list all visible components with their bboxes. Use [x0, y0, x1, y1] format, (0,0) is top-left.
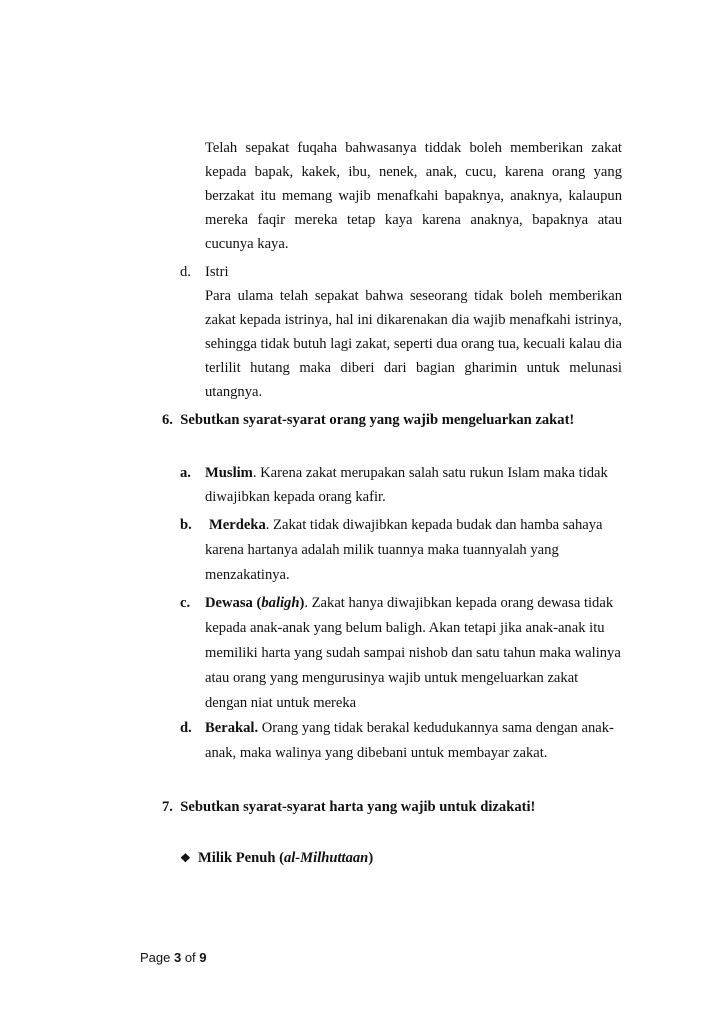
q6-c-bold: Dewasa ( [205, 595, 262, 611]
diamond-bullet-icon: ❖ [180, 851, 191, 865]
q7-bullet-item [180, 848, 373, 868]
para2-line-1: Para ulama telah sepakat bahwa seseorang tidak boleh memberikan [205, 288, 622, 304]
para1-line-4: mereka faqir mereka tetap kaya karena anaknya, bapaknya atau [205, 212, 622, 228]
q6-a-text [205, 463, 608, 483]
q6-a-label: a. [180, 465, 191, 481]
q6-a-cont: diwajibkan kepada orang kafir. [205, 489, 386, 505]
q6-item-c [180, 593, 190, 613]
para1-line-1: Telah sepakat fuqaha bahwasanya tiddak boleh memberikan zakat [205, 140, 622, 156]
item-d-label: d. [180, 264, 191, 280]
q6-c-cont-3: atau orang yang mengurusinya wajib untuk mengeluarkan zakat [205, 670, 579, 686]
q6-b-rest: . Zakat tidak diwajibkan kepada budak dan hamba sahaya [265, 517, 603, 533]
q6-b-text [209, 515, 603, 535]
footer-page-number: 3 [173, 950, 182, 965]
q7-bullet-bold: Milik Penuh ( [198, 850, 284, 866]
footer-page-total: 9 [199, 950, 207, 965]
q6-d-label: d. [180, 720, 192, 736]
footer-of: of [181, 950, 200, 965]
item-d-title: Istri [205, 264, 229, 280]
q6-item-b [180, 515, 192, 535]
q6-c-cont-2: memiliki harta yang sudah sampai nishob dan satu tahun maka walinya [205, 645, 621, 661]
q6-c-rest: . Zakat hanya diwajibkan kepada orang dewasa tidak [304, 595, 614, 611]
question-6-heading: 6. Sebutkan syarat-syarat orang yang wajib mengeluarkan zakat! [162, 412, 575, 428]
q6-a-bold: Muslim [205, 465, 253, 481]
para2-line-2: zakat kepada istrinya, hal ini dikarenakan dia wajib menafkahi istrinya, [205, 312, 622, 328]
para1-line-3: berzakat itu memang wajib menafkahi bapaknya, anaknya, kalaupun [205, 188, 622, 204]
q6-d-cont: anak, maka walinya yang dibebani untuk membayar zakat. [205, 745, 548, 761]
q6-d-rest: Orang yang tidak berakal kedudukannya sama dengan anak- [258, 720, 614, 736]
q6-item-d [180, 718, 192, 738]
q6-c-text [205, 593, 613, 613]
q7-bullet-end: ) [368, 850, 374, 866]
para2-line-3: sehingga tidak butuh lagi zakat, seperti dua orang tua, kecuali kalau dia [205, 336, 622, 352]
question-7-heading: 7. Sebutkan syarat-syarat harta yang wajib untuk dizakati! [162, 799, 536, 815]
q6-d-text [205, 718, 614, 738]
q6-b-cont-1: karena hartanya adalah milik tuannya maka tuannyalah yang [205, 542, 559, 558]
q6-c-cont-1: kepada anak-anak yang belum baligh. Akan tetapi jika anak-anak itu [205, 620, 605, 636]
q6-c-cont-4: dengan niat untuk mereka [205, 695, 357, 711]
q6-b-cont-2: menzakatinya. [205, 567, 290, 583]
page-footer [140, 950, 207, 965]
footer-page-prefix: Page [140, 950, 174, 965]
para1-line-2: kepada bapak, kakek, ibu, nenek, anak, cucu, karena orang yang [205, 164, 622, 180]
q6-item-a [180, 463, 191, 483]
para1-line-5: cucunya kaya. [205, 236, 289, 252]
q6-b-bold: Merdeka [209, 517, 266, 533]
q7-bullet-italic: al-Milhuttaan [283, 850, 369, 866]
q6-d-bold: Berakal. [205, 720, 259, 736]
q6-a-rest: . Karena zakat merupakan salah satu rukun Islam maka tidak [252, 465, 608, 481]
q6-c-bold-italic: baligh [261, 595, 300, 611]
para2-line-5: utangnya. [205, 384, 263, 400]
q6-c-label: c. [180, 595, 191, 611]
q6-c-bold-end: ) [299, 595, 305, 611]
q6-b-label: b. [180, 517, 192, 533]
para2-line-4: terlilit hutang maka diberi dari bagian gharimin untuk melunasi [205, 360, 622, 376]
